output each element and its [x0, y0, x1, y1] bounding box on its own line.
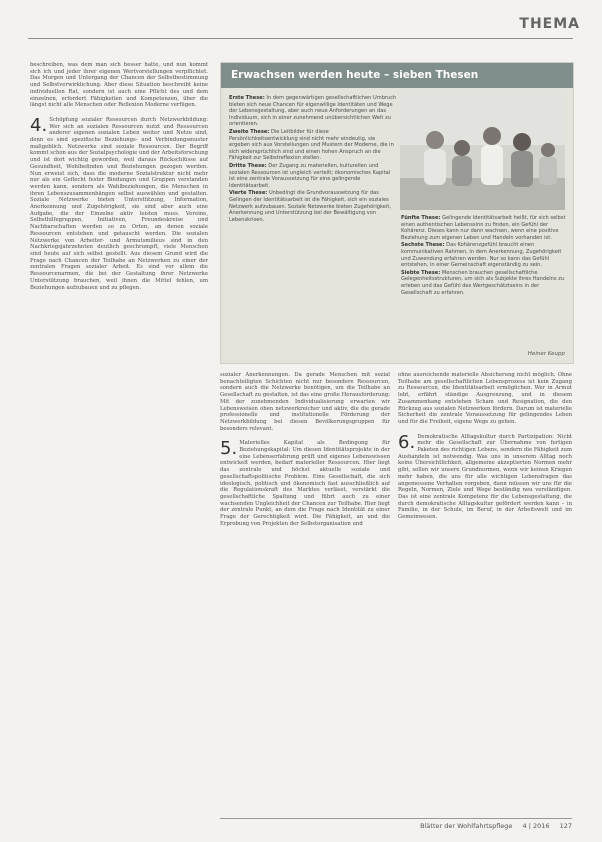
thesis: [229, 163, 397, 189]
box-left-column: [229, 95, 397, 355]
thesis: [229, 95, 397, 128]
thesis-label: Erste These:: [229, 95, 265, 101]
paragraph-text: Materielles Kapital als Bedingung für Beziehungskapital: Um diesen Identitätsprojekte in der eine Lebenserfahrung prüft und eigenes Lebenswissen entwickelt werden, bedarf materieller Ressourcen. Hier liegt das zentrale und höchst aktuelle soziale und gesellschaftspolitische Problem. Eine Gesellschaft, die sich ideologisch, politisch und ökonomisch fast ausschließlich auf die Regulationskraft des Marktes verlässt, verstärkt die gesellschaftliche Spaltung und führt auch zu einer wachsenden Ungleichheit der Chancen zur Teilhabe. Hier liegt der zentrale Punkt, an dem die Frage nach Identität zu einer Frage der Gerechtigkeit wird. Die Fähigkeit, an und die Erprobung von Projekten der Selbstorganisation und: [220, 440, 390, 527]
thesis-label: Fünfte These:: [401, 215, 441, 221]
section-label: THEMA: [515, 16, 584, 32]
family-photo-illustration: [400, 90, 565, 210]
paragraph: beschreiben, was dem man sich besser hatte, und nun kommt sich ich und jeder ihrer eigenen Wertvorstellungen verpflichtet. Das Morgen und Untergang der Chancen der Selbstbestimmung und Selbstverwirklichung. Aber diese Situation beschreibt keine individuellen Rat, sondern ist auch eine Pflicht des und dem einzelnen, erfordert Fähigkeiten und Kompetenzen, über die längst nicht alle Menschen oder Reflexion Moderne verfügen.: [30, 62, 208, 109]
drop-cap: 4.: [30, 114, 48, 136]
left-column: [30, 62, 208, 812]
box-right-column: [401, 215, 567, 345]
family-photo: [400, 90, 565, 210]
thesis-label: Dritte These:: [229, 162, 267, 169]
right-column: [398, 372, 572, 812]
paragraph: [30, 114, 208, 291]
drop-cap: 5.: [220, 438, 238, 460]
thesis: [401, 270, 567, 296]
paragraph: [398, 431, 572, 521]
thesis: [401, 242, 567, 268]
thesis-label: Zweite These:: [229, 128, 270, 135]
drop-cap: 6.: [398, 431, 416, 453]
page-footer: [420, 822, 572, 830]
author-signature: Heiner Keupp: [527, 351, 565, 357]
page-number: 127: [559, 822, 572, 830]
thesis-text: Das Kohärenzgefühl braucht einen kommunikativen Rahmen, in dem Anerkennung, Zugehörigkeit und Zuwendung erfahren werden. Nur so kann das Gefühl entstehen, in einer Gemeinschaft eigenständig zu sein.: [401, 242, 562, 269]
footer-rule: [220, 818, 572, 819]
thesis-text: Gelingende Identitätsarbeit heißt, für sich selbst einen authentischen Lebenssinn zu finden, ein Gefühl der Kohärenz. Dieses kann nur dann wachsen, wenn eine positive Beziehung zum eigenen Leben und Handeln vorhanden ist.: [401, 215, 566, 241]
middle-column: [220, 372, 390, 812]
thesis-text: Unbedingt die Grundvoraussetzung für das Gelingen der Identitätsarbeit ist die Fähigkeit, sich ein soziales Netzwerk aufzubauen. Soziale Netzwerke bieten Zugehörigkeit, Anerkennung und Unterstützung bei der Bewältigung von Lebenskrisen.: [229, 190, 391, 223]
journal-name: Blätter der Wohlfahrtspflege: [420, 822, 513, 830]
issue-number: 4 | 2016: [522, 822, 550, 830]
thesis: [229, 190, 397, 223]
header-rule: [28, 38, 573, 39]
paragraph: ohne ausreichende materielle Absicherung nicht möglich. Ohne Teilhabe am gesellschaftlichen Lebensprozess ist kein Zugang zu Ressourcen, die Identitätsarbeit ermöglichen. Wer in Armut lebt, erfährt ständige Ausgrenzung, und in diesem Zusammenhang entstehen Scham und Resignation, die den Rückzug aus sozialen Netzwerken fördern. Darum ist materielle Sicherheit die zentrale Voraussetzung für gelingendes Leben und für die Freiheit, eigene Wege zu gehen.: [398, 372, 572, 425]
paragraph: [220, 440, 390, 527]
paragraph: sozialer Anerkennungen. Da gerade Menschen mit sozial benachteiligten Schichten nicht nur besondere Ressourcen, sondern auch die Netzwerke benötigen, um die Teilhabe an Gesellschaft zu gestalten, ist das eine große Herausforderung: Mit der zunehmenden Individualisierung erwarten wir Lebensweisen oben netzwerkreicher und aktiv, die die gerade professionelle und institutionelle Förderung der Netzwerkbildung bei diesen Bevölkerungsgruppen für besonders relevant.: [220, 372, 390, 432]
thesis-text: Der Zugang zu materiellen, kulturellen und sozialen Ressourcen ist ungleich verteilt; ökonomisches Kapital ist eine zentrale Voraussetzung für eine gelingende Identitätsarbeit.: [229, 162, 391, 189]
paragraph-text: Schöpfung sozialer Ressourcen durch Netzwerkbildung: Wer sich an sozialen Ressourcen nutzt und Ressourcen anderer eigenen sozialen Leben weiter und Netze sind, denn es sind spezifische Beziehungs- und Verbindungsmuster maßgeblich. Netzwerke sind soziale Ressourcen. Der Begriff kommt schon aus der Sozialpsychologie und der Arbeitsforschung und ist dort wichtig geworden, weil daraus Rückschlüsse auf Gesundheit, Wohlbefinden und Beziehungen gezogen werden. Nun erweist sich, dass die moderne Sozialstruktur nicht mehr nur als ein Geflecht fester Bindungen und Gruppen verstanden werden kann, sondern als Wahlbeziehungen, die Menschen in ihren Lebenszusammenhängen selbst auswählen und gestalten. Soziale Netzwerke bieten Unterstützung, Information, Anerkennung und Zugehörigkeit, sie sind aber auch eine Aufgabe, die der Einzelne aktiv leisten muss. Vereine, Selbsthilfegruppen, Initiativen, Freundeskreise und Nachbarschaften werden so zu Orten, an denen soziale Ressourcen entstehen und getauscht werden. Die sozialen Netzwerke von Arbeiter- und Armutsmilieus sind in den Nachkriegsjahrzehnten deutlich geschrumpft, viele Menschen sind heute auf sich selbst gestellt. Aus diesem Grund wird die Frage nach Chancen der Teilhabe an Netzwerken zu einer der zentralen Fragen sozialer Arbeit. Es sind vor allem die Ressourcenarmen, die bei der Gestaltung ihrer Netzwerke Unterstützung brauchen, weil ihnen die Mittel fehlen, um Beziehungen aufzubauen und zu pflegen.: [30, 116, 208, 291]
thesis-text: In dem gegenwärtigen gesellschaftlichen Umbruch bieten sich neue Chancen für eigenwillige Identitäten und Wege der Lebensgestaltung, aber auch neue Anforderungen an das Individuum, sich in einer zunehmend unübersichtlichen Welt zu orientieren.: [229, 95, 397, 128]
thesis: [401, 215, 567, 241]
thesis-label: Vierte These:: [229, 190, 268, 197]
thesis-label: Sechste These:: [401, 242, 445, 249]
thesis-text: Die Leitbilder für diese Persönlichkeitsentwicklung sind nicht mehr eindeutig, sie ergeben sich aus Vorstellungen und Mustern der Moderne, die in sich widersprüchlich sind und einen hohen Anspruch an die Fähigkeit zur Selbstreflexion stellen.: [229, 128, 394, 162]
thesis: [229, 129, 397, 162]
thesis-label: Siebte These:: [401, 269, 441, 276]
box-title: Erwachsen werden heute – sieben Thesen: [221, 63, 573, 88]
paragraph-text: Demokratische Alltagskultur durch Partizipation: Nicht mehr die Gesellschaft zur Übernahme von fertigen Paketen des richtigen Lebens, sondern die Fähigkeit zum Aushandeln ist notwendig. Was uns in unserem Alltag noch keine Übersichtlichkeit, allgemeine akzeptierten Normen mehr gibt, sollen wir unsere Grundnormen, wenn wir keinen Kriegen mehr haben, die uns für alle wichtigen Lebensfragen das angemessene Verhalten vorgeben, dann müssen wir uns für die Regeln, Normen, Ziele und Wege beständig neu verständigen. Das ist eine zentrale Kompetenz für die Lebensgestaltung, die durch demokratische Alltagskultur gefördert werden kann – in Familie, in der Schule, im Beruf, in der Arbeitswelt und im Gemeinwesen.: [398, 433, 572, 521]
thesis-text: Menschen brauchen gesellschaftliche Gelegenheitsstrukturen, um sich als Subjekte ihres Handelns zu erleben und das Gefühl des Wertgeschätztseins in der Gesellschaft zu erfahren.: [401, 269, 565, 296]
